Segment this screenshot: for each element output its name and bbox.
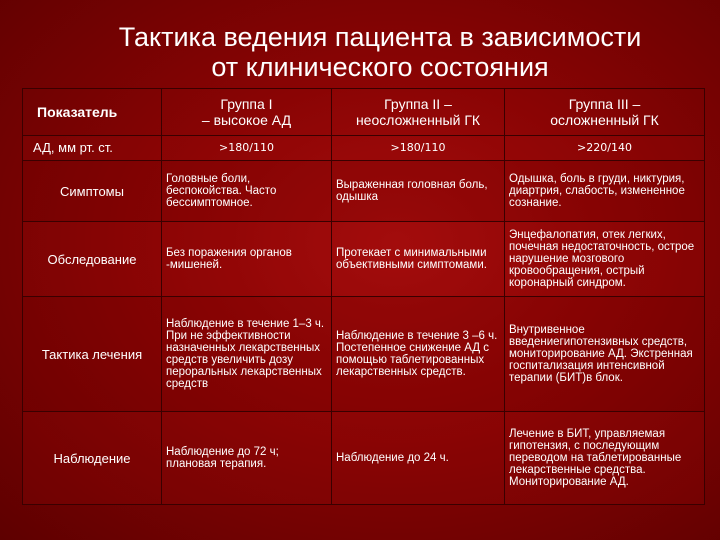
- row-tactic-group1: Наблюдение в течение 1–3 ч. При не эффективности назначенных лекарственных средств увеличить дозу пероральных лекарственных средств: [162, 297, 332, 412]
- header-group1: [162, 89, 332, 136]
- table-row-symptoms: [23, 161, 705, 222]
- row-symptoms-group3: Одышка, боль в груди, никтурия, диартрия, слабость, измененное сознание.: [505, 161, 705, 222]
- table-row-exam: [23, 222, 705, 297]
- header-group3-line2: осложненный ГК: [550, 112, 659, 128]
- row-observe-group3: Лечение в БИТ, управляемая гипотензия, с последующим переводом на таблетированные лекарственные средства. Мониторирование АД.: [505, 412, 705, 505]
- table-row-observe: [23, 412, 705, 505]
- header-group1-line1: Группа I: [220, 96, 273, 112]
- row-symptoms-label: Симптомы: [23, 161, 162, 222]
- table-header-row: [23, 89, 705, 136]
- row-exam-group2: Протекает с минимальными объективными симптомами.: [332, 222, 505, 297]
- row-ad-label: АД, мм рт. ст.: [23, 136, 162, 161]
- row-exam-group1: Без поражения органов -мишеней.: [162, 222, 332, 297]
- row-symptoms-group2: Выраженная головная боль, одышка: [332, 161, 505, 222]
- row-ad-group1: >180/110: [162, 136, 332, 161]
- header-group1-line2: – высокое АД: [201, 112, 292, 128]
- row-ad-group3: >220/140: [505, 136, 705, 161]
- slide-title: [40, 22, 720, 82]
- row-tactic-label: Тактика лечения: [23, 297, 162, 412]
- row-tactic-group2: Наблюдение в течение 3 –6 ч. Постепенное снижение АД с помощью таблетированных лекарственных средств.: [332, 297, 505, 412]
- header-group2-line1: Группа II –: [384, 96, 452, 112]
- table-row-ad: [23, 136, 705, 161]
- row-observe-label: Наблюдение: [23, 412, 162, 505]
- row-exam-group3: Энцефалопатия, отек легких, почечная недостаточность, острое нарушение мозгового кровообращения, острый коронарный синдром.: [505, 222, 705, 297]
- header-indicator: Показатель: [23, 89, 162, 136]
- header-group3: [505, 89, 705, 136]
- slide-title-line1: Тактика ведения пациента в зависимости: [118, 22, 642, 52]
- row-exam-label: Обследование: [23, 222, 162, 297]
- table-row-tactic: [23, 297, 705, 412]
- slide-title-line2: от клинического состояния: [211, 52, 549, 82]
- header-group2-line2: неосложненный ГК: [355, 112, 481, 128]
- row-ad-group2: >180/110: [332, 136, 505, 161]
- row-symptoms-group1: Головные боли, беспокойства. Часто бессимптомное.: [162, 161, 332, 222]
- row-observe-group1: Наблюдение до 72 ч; плановая терапия.: [162, 412, 332, 505]
- row-observe-group2: Наблюдение до 24 ч.: [332, 412, 505, 505]
- patient-management-table: [22, 88, 705, 505]
- header-group2: [332, 89, 505, 136]
- header-group3-line1: Группа III –: [568, 96, 641, 112]
- row-tactic-group3: Внутривенное введениегипотензивных средств, мониторирование АД. Экстренная госпитализация интенсивной терапии (БИТ)в блок.: [505, 297, 705, 412]
